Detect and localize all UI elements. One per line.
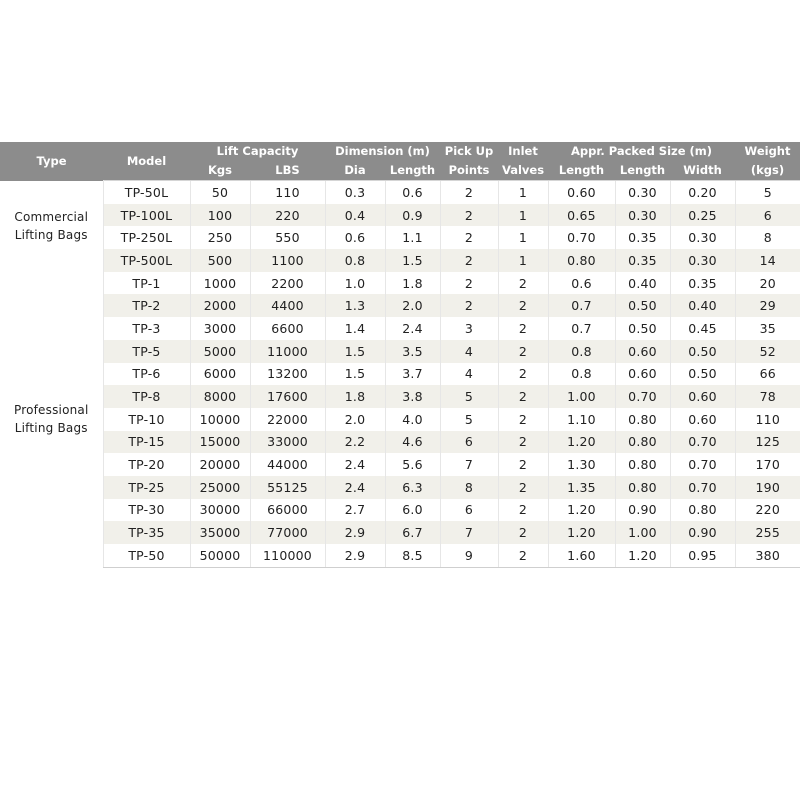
cell-model: TP-2 xyxy=(103,294,190,317)
cell-length: 4.6 xyxy=(385,431,440,454)
cell-dia: 1.8 xyxy=(325,385,385,408)
table-row xyxy=(0,408,800,431)
cell-length: 3.8 xyxy=(385,385,440,408)
cell-pickup-points: 6 xyxy=(440,499,498,522)
cell-model: TP-25 xyxy=(103,476,190,499)
cell-packed-width: 0.70 xyxy=(670,431,735,454)
cell-pickup-points: 2 xyxy=(440,226,498,249)
cell-packed-width: 0.70 xyxy=(670,453,735,476)
cell-kgs: 1000 xyxy=(190,272,250,295)
type-group-label: Commercial Lifting Bags xyxy=(0,181,103,272)
cell-lbs: 22000 xyxy=(250,408,325,431)
cell-weight: 52 xyxy=(735,340,800,363)
cell-kgs: 500 xyxy=(190,249,250,272)
cell-lbs: 33000 xyxy=(250,431,325,454)
cell-pickup-points: 4 xyxy=(440,363,498,386)
cell-packed-length-2: 0.30 xyxy=(615,181,670,204)
cell-weight: 255 xyxy=(735,521,800,544)
table-row xyxy=(0,181,800,204)
header-packed-length-1: Length xyxy=(548,161,615,181)
cell-lbs: 13200 xyxy=(250,363,325,386)
cell-packed-length: 1.20 xyxy=(548,431,615,454)
cell-packed-width: 0.70 xyxy=(670,476,735,499)
cell-dia: 1.5 xyxy=(325,340,385,363)
header-packed-width: Width xyxy=(670,161,735,181)
cell-length: 6.3 xyxy=(385,476,440,499)
cell-weight: 6 xyxy=(735,204,800,227)
cell-dia: 2.4 xyxy=(325,476,385,499)
table-row xyxy=(0,521,800,544)
cell-weight: 170 xyxy=(735,453,800,476)
table-row xyxy=(0,249,800,272)
cell-model: TP-100L xyxy=(103,204,190,227)
cell-length: 6.0 xyxy=(385,499,440,522)
cell-weight: 35 xyxy=(735,317,800,340)
cell-model: TP-35 xyxy=(103,521,190,544)
cell-packed-width: 0.30 xyxy=(670,226,735,249)
cell-inlet-valves: 2 xyxy=(498,476,548,499)
cell-dia: 1.3 xyxy=(325,294,385,317)
cell-kgs: 10000 xyxy=(190,408,250,431)
cell-packed-length-2: 0.90 xyxy=(615,499,670,522)
cell-kgs: 15000 xyxy=(190,431,250,454)
cell-packed-length: 0.80 xyxy=(548,249,615,272)
cell-packed-width: 0.35 xyxy=(670,272,735,295)
cell-kgs: 5000 xyxy=(190,340,250,363)
cell-inlet-valves: 2 xyxy=(498,385,548,408)
cell-model: TP-1 xyxy=(103,272,190,295)
cell-inlet-valves: 2 xyxy=(498,340,548,363)
header-weight-line2: (kgs) xyxy=(735,161,800,181)
table-row xyxy=(0,317,800,340)
cell-pickup-points: 3 xyxy=(440,317,498,340)
cell-model: TP-10 xyxy=(103,408,190,431)
cell-weight: 14 xyxy=(735,249,800,272)
cell-kgs: 35000 xyxy=(190,521,250,544)
cell-packed-width: 0.60 xyxy=(670,385,735,408)
cell-packed-length-2: 0.40 xyxy=(615,272,670,295)
cell-packed-length: 1.60 xyxy=(548,544,615,567)
table-row xyxy=(0,363,800,386)
cell-dia: 0.8 xyxy=(325,249,385,272)
cell-packed-length-2: 0.80 xyxy=(615,408,670,431)
cell-packed-length: 0.8 xyxy=(548,340,615,363)
table-row xyxy=(0,272,800,295)
cell-packed-length: 0.7 xyxy=(548,294,615,317)
cell-inlet-valves: 2 xyxy=(498,272,548,295)
cell-pickup-points: 4 xyxy=(440,340,498,363)
header-dia: Dia xyxy=(325,161,385,181)
cell-packed-length: 0.8 xyxy=(548,363,615,386)
lifting-bags-spec-sheet xyxy=(0,142,800,568)
cell-packed-width: 0.60 xyxy=(670,408,735,431)
cell-kgs: 30000 xyxy=(190,499,250,522)
cell-lbs: 220 xyxy=(250,204,325,227)
cell-length: 6.7 xyxy=(385,521,440,544)
cell-packed-length-2: 0.50 xyxy=(615,317,670,340)
cell-packed-length-2: 0.60 xyxy=(615,340,670,363)
cell-lbs: 11000 xyxy=(250,340,325,363)
cell-length: 1.5 xyxy=(385,249,440,272)
cell-packed-width: 0.80 xyxy=(670,499,735,522)
cell-length: 1.1 xyxy=(385,226,440,249)
cell-packed-length: 0.70 xyxy=(548,226,615,249)
cell-packed-length: 0.60 xyxy=(548,181,615,204)
cell-length: 5.6 xyxy=(385,453,440,476)
header-inlet-line1: Inlet xyxy=(498,142,548,161)
cell-packed-length-2: 0.80 xyxy=(615,453,670,476)
cell-kgs: 20000 xyxy=(190,453,250,476)
cell-model: TP-30 xyxy=(103,499,190,522)
cell-length: 4.0 xyxy=(385,408,440,431)
cell-dia: 2.9 xyxy=(325,521,385,544)
cell-inlet-valves: 2 xyxy=(498,363,548,386)
cell-pickup-points: 2 xyxy=(440,181,498,204)
header-lift-capacity: Lift Capacity xyxy=(190,142,325,161)
cell-model: TP-50 xyxy=(103,544,190,567)
cell-inlet-valves: 2 xyxy=(498,408,548,431)
table-row xyxy=(0,431,800,454)
cell-dia: 2.9 xyxy=(325,544,385,567)
cell-weight: 29 xyxy=(735,294,800,317)
cell-inlet-valves: 2 xyxy=(498,521,548,544)
header-packed-size: Appr. Packed Size (m) xyxy=(548,142,735,161)
cell-packed-width: 0.40 xyxy=(670,294,735,317)
cell-packed-length: 0.7 xyxy=(548,317,615,340)
table-row xyxy=(0,544,800,567)
cell-pickup-points: 2 xyxy=(440,249,498,272)
cell-model: TP-500L xyxy=(103,249,190,272)
cell-packed-width: 0.90 xyxy=(670,521,735,544)
cell-dia: 1.4 xyxy=(325,317,385,340)
cell-lbs: 66000 xyxy=(250,499,325,522)
cell-packed-width: 0.20 xyxy=(670,181,735,204)
cell-inlet-valves: 1 xyxy=(498,226,548,249)
header-weight-line1: Weight xyxy=(735,142,800,161)
cell-weight: 66 xyxy=(735,363,800,386)
cell-dia: 2.0 xyxy=(325,408,385,431)
cell-pickup-points: 6 xyxy=(440,431,498,454)
cell-model: TP-250L xyxy=(103,226,190,249)
cell-lbs: 1100 xyxy=(250,249,325,272)
cell-packed-length: 0.65 xyxy=(548,204,615,227)
cell-pickup-points: 2 xyxy=(440,204,498,227)
header-lbs: LBS xyxy=(250,161,325,181)
cell-dia: 2.7 xyxy=(325,499,385,522)
header-model: Model xyxy=(103,142,190,181)
cell-kgs: 50 xyxy=(190,181,250,204)
cell-kgs: 3000 xyxy=(190,317,250,340)
cell-weight: 8 xyxy=(735,226,800,249)
cell-dia: 1.0 xyxy=(325,272,385,295)
cell-inlet-valves: 1 xyxy=(498,181,548,204)
cell-packed-width: 0.50 xyxy=(670,340,735,363)
cell-weight: 125 xyxy=(735,431,800,454)
cell-length: 3.7 xyxy=(385,363,440,386)
cell-weight: 190 xyxy=(735,476,800,499)
cell-dia: 2.2 xyxy=(325,431,385,454)
cell-weight: 78 xyxy=(735,385,800,408)
cell-packed-length-2: 0.80 xyxy=(615,476,670,499)
cell-inlet-valves: 1 xyxy=(498,204,548,227)
cell-pickup-points: 5 xyxy=(440,408,498,431)
table-header xyxy=(0,142,800,181)
cell-inlet-valves: 2 xyxy=(498,499,548,522)
cell-kgs: 50000 xyxy=(190,544,250,567)
cell-model: TP-50L xyxy=(103,181,190,204)
cell-inlet-valves: 2 xyxy=(498,431,548,454)
cell-packed-length: 1.00 xyxy=(548,385,615,408)
cell-length: 1.8 xyxy=(385,272,440,295)
cell-packed-length-2: 0.30 xyxy=(615,204,670,227)
cell-lbs: 4400 xyxy=(250,294,325,317)
cell-lbs: 2200 xyxy=(250,272,325,295)
cell-kgs: 8000 xyxy=(190,385,250,408)
cell-inlet-valves: 1 xyxy=(498,249,548,272)
cell-length: 0.9 xyxy=(385,204,440,227)
cell-packed-width: 0.30 xyxy=(670,249,735,272)
cell-pickup-points: 7 xyxy=(440,521,498,544)
cell-packed-length: 1.20 xyxy=(548,521,615,544)
cell-packed-length: 0.6 xyxy=(548,272,615,295)
cell-packed-length: 1.30 xyxy=(548,453,615,476)
cell-pickup-points: 2 xyxy=(440,272,498,295)
table-row xyxy=(0,453,800,476)
table-body xyxy=(0,181,800,568)
cell-length: 2.4 xyxy=(385,317,440,340)
cell-packed-length-2: 0.50 xyxy=(615,294,670,317)
cell-kgs: 250 xyxy=(190,226,250,249)
cell-lbs: 77000 xyxy=(250,521,325,544)
header-pickup-line2: Points xyxy=(440,161,498,181)
cell-pickup-points: 8 xyxy=(440,476,498,499)
cell-packed-width: 0.25 xyxy=(670,204,735,227)
cell-model: TP-15 xyxy=(103,431,190,454)
cell-lbs: 17600 xyxy=(250,385,325,408)
header-length: Length xyxy=(385,161,440,181)
cell-model: TP-5 xyxy=(103,340,190,363)
cell-pickup-points: 9 xyxy=(440,544,498,567)
cell-packed-length-2: 0.35 xyxy=(615,249,670,272)
cell-length: 3.5 xyxy=(385,340,440,363)
header-pickup-line1: Pick Up xyxy=(440,142,498,161)
cell-model: TP-6 xyxy=(103,363,190,386)
type-group-label: Professional Lifting Bags xyxy=(0,272,103,567)
cell-kgs: 6000 xyxy=(190,363,250,386)
cell-length: 0.6 xyxy=(385,181,440,204)
cell-weight: 110 xyxy=(735,408,800,431)
cell-lbs: 110 xyxy=(250,181,325,204)
cell-packed-width: 0.50 xyxy=(670,363,735,386)
cell-pickup-points: 5 xyxy=(440,385,498,408)
header-dimension: Dimension (m) xyxy=(325,142,440,161)
cell-packed-length-2: 0.80 xyxy=(615,431,670,454)
cell-model: TP-8 xyxy=(103,385,190,408)
cell-lbs: 550 xyxy=(250,226,325,249)
cell-dia: 0.3 xyxy=(325,181,385,204)
cell-packed-length: 1.35 xyxy=(548,476,615,499)
cell-length: 8.5 xyxy=(385,544,440,567)
table-row xyxy=(0,204,800,227)
cell-lbs: 44000 xyxy=(250,453,325,476)
cell-inlet-valves: 2 xyxy=(498,544,548,567)
cell-dia: 0.6 xyxy=(325,226,385,249)
cell-inlet-valves: 2 xyxy=(498,317,548,340)
cell-packed-length-2: 1.00 xyxy=(615,521,670,544)
cell-kgs: 25000 xyxy=(190,476,250,499)
header-inlet-line2: Valves xyxy=(498,161,548,181)
cell-pickup-points: 7 xyxy=(440,453,498,476)
table-row xyxy=(0,476,800,499)
cell-weight: 380 xyxy=(735,544,800,567)
header-kgs: Kgs xyxy=(190,161,250,181)
header-packed-length-2: Length xyxy=(615,161,670,181)
table-row xyxy=(0,294,800,317)
cell-packed-width: 0.95 xyxy=(670,544,735,567)
spec-table xyxy=(0,142,800,568)
cell-packed-length: 1.10 xyxy=(548,408,615,431)
cell-packed-length-2: 0.60 xyxy=(615,363,670,386)
cell-packed-length-2: 0.35 xyxy=(615,226,670,249)
cell-length: 2.0 xyxy=(385,294,440,317)
cell-model: TP-3 xyxy=(103,317,190,340)
cell-pickup-points: 2 xyxy=(440,294,498,317)
table-row xyxy=(0,226,800,249)
table-row xyxy=(0,385,800,408)
table-row xyxy=(0,499,800,522)
cell-dia: 1.5 xyxy=(325,363,385,386)
cell-dia: 2.4 xyxy=(325,453,385,476)
cell-lbs: 110000 xyxy=(250,544,325,567)
cell-kgs: 2000 xyxy=(190,294,250,317)
table-row xyxy=(0,340,800,363)
cell-packed-length-2: 0.70 xyxy=(615,385,670,408)
cell-packed-length: 1.20 xyxy=(548,499,615,522)
cell-inlet-valves: 2 xyxy=(498,294,548,317)
cell-lbs: 6600 xyxy=(250,317,325,340)
cell-weight: 220 xyxy=(735,499,800,522)
cell-packed-length-2: 1.20 xyxy=(615,544,670,567)
cell-weight: 20 xyxy=(735,272,800,295)
cell-weight: 5 xyxy=(735,181,800,204)
cell-model: TP-20 xyxy=(103,453,190,476)
header-type: Type xyxy=(0,142,103,181)
cell-dia: 0.4 xyxy=(325,204,385,227)
cell-inlet-valves: 2 xyxy=(498,453,548,476)
cell-lbs: 55125 xyxy=(250,476,325,499)
cell-packed-width: 0.45 xyxy=(670,317,735,340)
cell-kgs: 100 xyxy=(190,204,250,227)
